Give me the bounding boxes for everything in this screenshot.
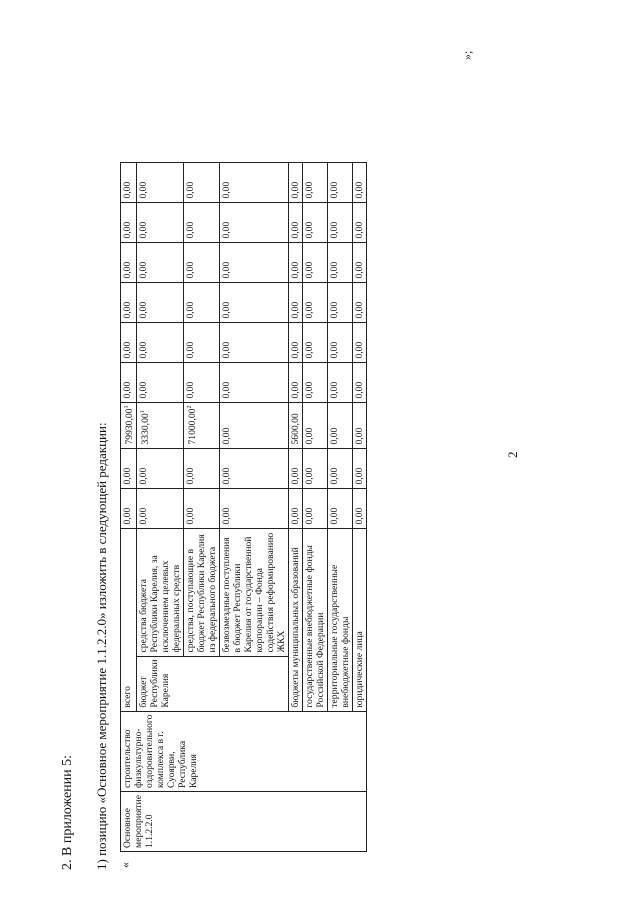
subsource-cell: средства бюджета Республики Карелия, за исключением целевых федеральных средств (137, 528, 184, 656)
open-quote: « (118, 862, 132, 868)
value-cell: 0,00 (289, 488, 303, 528)
value-cell: 0,00 (328, 282, 353, 322)
section-heading: 2. В приложении 5: (60, 754, 75, 870)
value-cell: 0,00 (137, 282, 184, 322)
value-cell: 0,00 (353, 242, 367, 282)
value-cell: 0,00 (137, 448, 184, 488)
rotated-page (60, 50, 580, 870)
source-cell: бюджеты муниципальных образований (289, 528, 303, 711)
source-cell: всего (121, 528, 137, 711)
value-cell: 0,00 (303, 162, 328, 202)
value-cell: 5600,00 (289, 402, 303, 448)
value-cell: 0,00 (220, 362, 289, 402)
value-cell: 0,00 (303, 202, 328, 242)
table-row (121, 162, 137, 851)
source-cell: юридические лица (353, 528, 367, 711)
value-cell: 0,00 (328, 242, 353, 282)
value-cell: 0,00 (353, 282, 367, 322)
value-cell: 0,00 (353, 402, 367, 448)
budget-table (120, 162, 367, 852)
value-cell: 0,00 (289, 242, 303, 282)
subsource-cell: безвозмездные поступления в бюджет Республики Карелия от государственной корпорации – Фонда содействия реформированию ЖКХ (220, 528, 289, 656)
value-cell: 0,00 (303, 488, 328, 528)
value-cell: 0,00 (137, 488, 184, 528)
value-cell: 0,00 (328, 362, 353, 402)
value-cell: 0,00 (121, 488, 137, 528)
value-cell: 0,00 (184, 282, 220, 322)
source-cell: территориальные государственные внебюджетные фонды (328, 528, 353, 711)
value-cell: 0,00 (184, 322, 220, 362)
footnote-mark: 2 (187, 405, 194, 409)
value-cell: 0,00 (121, 282, 137, 322)
value-cell: 0,00 (353, 362, 367, 402)
value-cell: 0,00 (353, 488, 367, 528)
value-cell: 0,00 (121, 322, 137, 362)
value-cell: 0,00 (184, 162, 220, 202)
source-cell: бюджет Республики Карелия (137, 656, 289, 711)
value-cell: 0,00 (328, 402, 353, 448)
value-cell: 0,00 (121, 242, 137, 282)
value-cell: 0,00 (184, 488, 220, 528)
value-cell: 0,00 (289, 322, 303, 362)
value-cell: 0,00 (353, 322, 367, 362)
value-cell: 0,00 (328, 162, 353, 202)
value-cell: 0,00 (220, 282, 289, 322)
value-cell: 0,00 (184, 448, 220, 488)
measure-code-cell: Основное мероприятие 1.1.2.2.0 (121, 792, 367, 852)
value-cell: 0,00 (220, 448, 289, 488)
value-cell: 0,00 (220, 162, 289, 202)
value-cell: 0,00 (353, 162, 367, 202)
value-cell: 0,00 (220, 322, 289, 362)
value-cell: 0,00 (353, 202, 367, 242)
value-cell: 0,00 (289, 448, 303, 488)
value-cell: 0,00 (303, 242, 328, 282)
value-cell: 0,00 (289, 362, 303, 402)
value-cell: 0,00 (137, 362, 184, 402)
value-cell: 0,00 (184, 362, 220, 402)
value-cell: 0,00 (289, 202, 303, 242)
value-cell: 0,00 (303, 362, 328, 402)
value-cell: 0,00 (137, 162, 184, 202)
value-cell: 0,00 (289, 162, 303, 202)
value-cell: 0,00 (328, 322, 353, 362)
value-cell: 0,00 (328, 488, 353, 528)
value-cell: 0,00 (184, 202, 220, 242)
value-cell: 71000,00$^2$ (184, 402, 220, 448)
value-cell: 0,00 (220, 488, 289, 528)
footnote-mark: 1 (124, 405, 130, 409)
value-cell: 0,00 (121, 202, 137, 242)
value-cell: 0,00 (121, 362, 137, 402)
footnote-mark: 1 (140, 410, 147, 414)
source-cell: государственные внебюджетные фонды Российской Федерации (303, 528, 328, 711)
value-cell: 0,00 (137, 242, 184, 282)
value-cell: 0,00 (303, 282, 328, 322)
value-cell: 0,00 (137, 202, 184, 242)
page-number: 2 (505, 451, 520, 458)
value-cell: 0,00 (184, 242, 220, 282)
value-cell: 0,00 (220, 402, 289, 448)
close-quote: »; (460, 50, 474, 60)
value-cell: 0,00 (353, 448, 367, 488)
value-cell: 0,00 (137, 322, 184, 362)
value-cell: 0,00 (289, 282, 303, 322)
value-cell: 0,00 (303, 402, 328, 448)
subsource-cell: средства, поступающие в бюджет Республики Карелия из федерального бюджета (184, 528, 220, 656)
value-cell: 0,00 (328, 448, 353, 488)
value-cell: 0,00 (328, 202, 353, 242)
value-cell: 3330,00$^1$ (137, 402, 184, 448)
value-cell: 0,00 (220, 202, 289, 242)
value-cell: 79930,00$^1$ (121, 402, 137, 448)
instruction-line: 1) позицию «Основное мероприятие 1.1.2.2.0» изложить в следующей редакции: (94, 422, 109, 870)
value-cell: 0,00 (303, 448, 328, 488)
value-cell: 0,00 (303, 322, 328, 362)
value-cell: 0,00 (121, 162, 137, 202)
value-cell: 0,00 (121, 448, 137, 488)
value-cell: 0,00 (220, 242, 289, 282)
measure-name-cell: строительство физкультурно-оздоровительного комплекса в г. Суоярви, Республика Карелия (121, 711, 367, 791)
